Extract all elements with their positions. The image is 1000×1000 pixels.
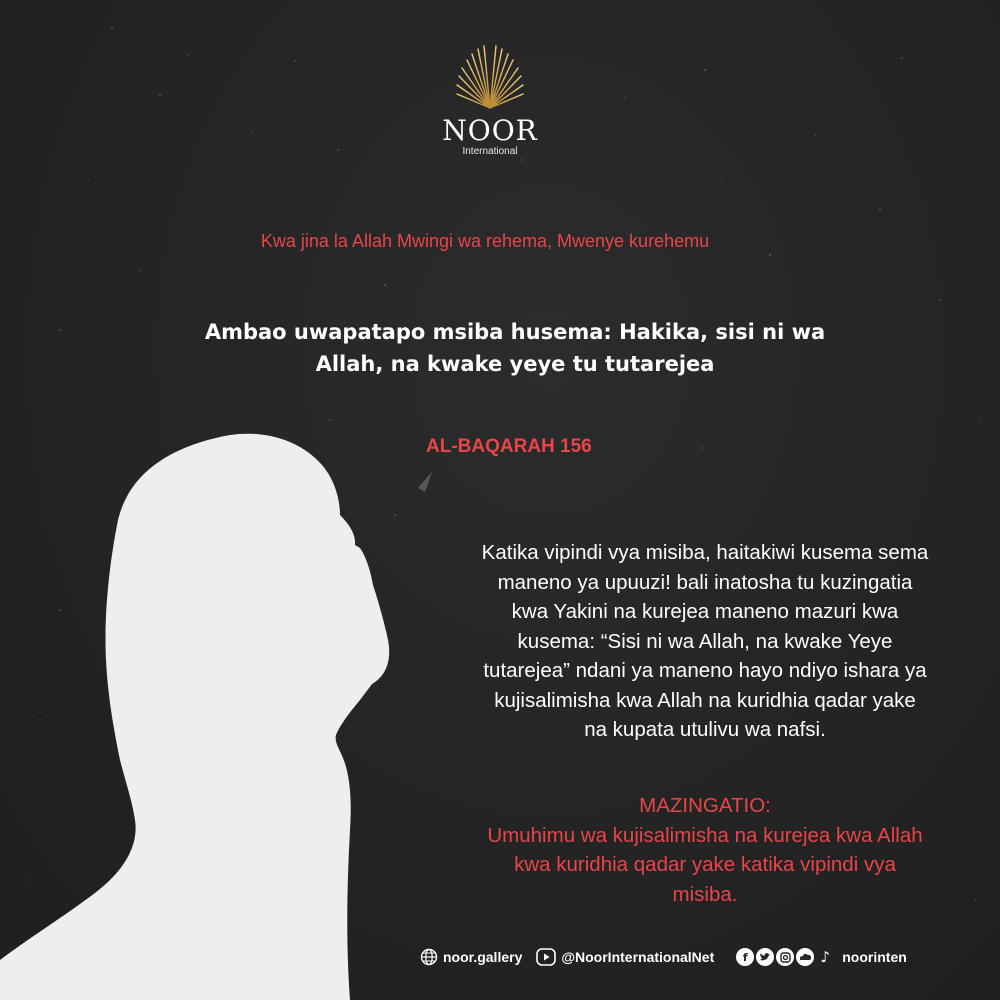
verse-line: Allah, na kwake yeye tu tutarejea — [315, 352, 715, 376]
verse-reference: AL-BAQARAH 156 — [426, 436, 592, 457]
note-line: misiba. — [672, 882, 738, 906]
note-section — [430, 791, 980, 909]
brand-subtitle: International — [462, 146, 518, 157]
social-handle: noorinten — [842, 949, 907, 965]
facebook-icon[interactable]: f — [736, 948, 754, 966]
website-link[interactable] — [420, 948, 522, 966]
verse-line: Ambao uwapatapo msiba husema: Hakika, sisi ni wa — [204, 320, 826, 344]
commentary-line: kwa Yakini na kurejea maneno mazuri kwa — [511, 600, 899, 623]
note-heading: MAZINGATIO: — [639, 794, 771, 817]
brand-name: NOOR — [442, 114, 538, 147]
commentary-line: tutarejea” ndani ya maneno hayo ndiyo ishara ya — [483, 659, 927, 682]
commentary-line: kusema: “Sisi ni wa Allah, na kwake Yeye — [517, 629, 893, 653]
youtube-label: @NoorInternationalNet — [561, 949, 715, 965]
note-line: kwa kuridhia qadar yake katika vipindi vya — [514, 853, 896, 876]
soundcloud-icon[interactable] — [796, 948, 814, 966]
tiktok-icon[interactable]: ♪ — [820, 948, 831, 966]
sunburst-icon — [454, 42, 526, 112]
basmala-text: Kwa jina la Allah Mwingi wa rehema, Mwenye kurehemu — [260, 231, 710, 251]
note-line: Umuhimu wa kujisalimisha na kurejea kwa Allah — [487, 823, 923, 847]
youtube-icon — [536, 948, 556, 966]
commentary-line: na kupata utulivu wa nafsi. — [584, 718, 826, 741]
website-label: noor.gallery — [443, 949, 523, 965]
instagram-icon[interactable] — [776, 948, 794, 966]
commentary-line: kujisalimisha kwa Allah na kuridhia qadar yake — [494, 688, 916, 712]
globe-icon — [420, 948, 438, 966]
commentary-line: Katika vipindi vya misiba, haitakiwi kusema sema — [481, 541, 929, 564]
footer-bar — [420, 944, 907, 970]
commentary-text — [430, 538, 980, 745]
commentary-line: maneno ya upuuzi! bali inatosha tu kuzingatia — [497, 570, 913, 594]
youtube-link[interactable] — [536, 948, 714, 966]
noor-logo — [440, 42, 540, 158]
social-icons — [736, 948, 836, 966]
twitter-icon[interactable] — [756, 948, 774, 966]
verse-text — [120, 316, 910, 380]
